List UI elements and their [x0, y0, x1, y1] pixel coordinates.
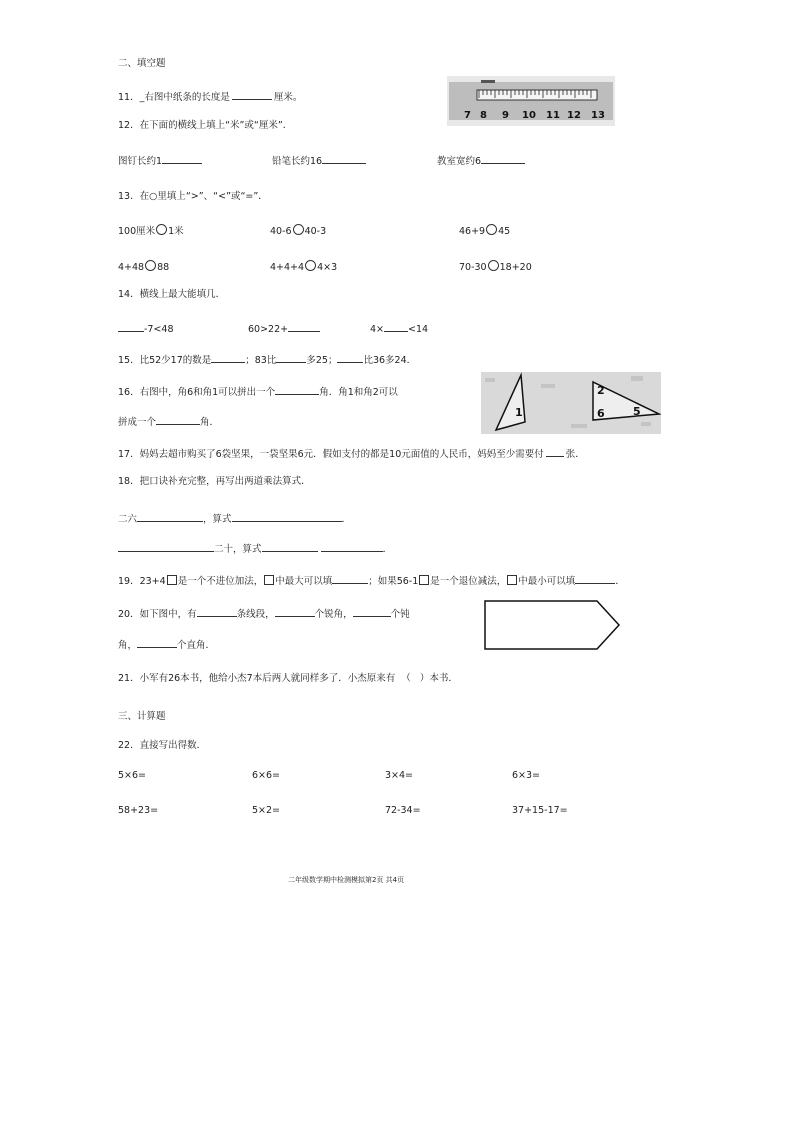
ruler-number: 9	[502, 110, 509, 121]
q13-item-e	[270, 260, 337, 274]
q18-l1-blank2[interactable]	[232, 511, 342, 522]
q19-blank2[interactable]	[575, 573, 615, 584]
q15-text4: 比36多24．	[363, 355, 417, 366]
q19-text6: 中最小可以填	[518, 576, 576, 587]
ruler-number: 10	[522, 110, 536, 121]
question-20-line2	[118, 637, 215, 652]
q13-a-left: 100厘米	[118, 226, 156, 237]
q14-item-c	[370, 321, 428, 336]
question-15	[118, 352, 416, 367]
q19-blank1[interactable]	[332, 573, 368, 584]
triangles-image	[481, 372, 661, 434]
calc-item: 72-34=	[385, 805, 421, 816]
q19-text2: 是一个不进位加法，	[177, 576, 264, 587]
q14-a-blank[interactable]	[118, 321, 144, 332]
q13-c-left: 46+9	[459, 226, 486, 237]
q19-text1: 19．23+4	[118, 576, 166, 587]
section-heading-fill-blank: 二、填空题	[118, 58, 166, 69]
question-12: 12．在下面的横线上填上“米”或“厘米”．	[118, 120, 293, 131]
question-16-line1	[118, 384, 398, 399]
q18-l2-text3: ．	[382, 544, 393, 555]
q16-blank2[interactable]	[156, 414, 200, 425]
q16-text3: 拼成一个	[118, 417, 157, 428]
q17-blank[interactable]	[546, 446, 564, 457]
ruler-number: 13	[591, 110, 605, 121]
q14-item-b	[248, 321, 320, 336]
q16-text2: 角．角1和角2可以	[319, 387, 398, 398]
q13-e-left: 4+4+4	[270, 262, 305, 273]
q15-text2: ；83比	[245, 355, 277, 366]
q19-text7: ．	[615, 576, 625, 587]
pentagon-arrow-shape	[483, 599, 623, 651]
q13-d-right: 88	[157, 262, 170, 273]
ruler-number: 12	[567, 110, 581, 121]
q17-text: 17．妈妈去超市购买了6袋坚果，一袋坚果6元．假如支付的都是10元面值的人民币，妈妈至少需要付	[118, 449, 544, 460]
question-20-line1	[118, 606, 410, 621]
q14-c-blank[interactable]	[384, 321, 408, 332]
q18-l2-blank3[interactable]	[321, 541, 383, 552]
q13-f-left: 70-30	[459, 262, 487, 273]
q13-a-right: 1米	[168, 226, 184, 237]
q13-e-right: 4×3	[317, 262, 338, 273]
ruler-number: 7	[464, 110, 471, 121]
q13-item-a	[118, 224, 184, 238]
q18-l2-blank2[interactable]	[262, 541, 318, 552]
q15-text1: 15．比52少17的数是	[118, 355, 212, 366]
q12-a-label: 图钉长约1	[118, 156, 163, 167]
q14-c-text1: 4×	[370, 324, 385, 335]
triangle-label: 1	[515, 406, 523, 419]
triangle-label: 2	[597, 384, 605, 397]
q13-item-d	[118, 260, 169, 274]
q12-b-label: 铅笔长约16	[272, 156, 323, 167]
q13-f-right: 18+20	[499, 262, 532, 273]
question-13: 13．在○里填上“>”、“<”或“=”．	[118, 191, 268, 202]
q19-text5: 是一个退位减法，	[430, 576, 507, 587]
q13-b-left: 40-6	[270, 226, 292, 237]
calc-item: 5×6=	[118, 770, 147, 781]
q12-item-c	[437, 153, 525, 168]
q13-item-f	[459, 260, 532, 274]
page-footer: 二年级数学期中检测模拟第2页 共4页	[288, 876, 405, 884]
q20-blank1[interactable]	[197, 606, 237, 617]
q20-text5: 角，	[118, 640, 138, 651]
q12-c-blank[interactable]	[481, 153, 525, 164]
question-11	[118, 89, 302, 104]
calc-item: 3×4=	[385, 770, 414, 781]
compare-circle[interactable]	[486, 224, 497, 235]
q11-post: 厘米。	[273, 92, 303, 103]
question-22: 22．直接写出得数．	[118, 740, 207, 751]
q16-blank1[interactable]	[275, 384, 319, 395]
compare-circle[interactable]	[156, 224, 167, 235]
q20-blank2[interactable]	[275, 606, 315, 617]
q20-text3: 个锐角，	[314, 609, 353, 620]
q18-l1-text1: 二六	[118, 514, 138, 525]
q18-l2-text2: 算式	[242, 544, 262, 555]
ruler-number: 8	[480, 110, 487, 121]
calc-item: 5×2=	[252, 805, 281, 816]
calc-item: 37+15-17=	[512, 805, 568, 816]
calc-item: 6×3=	[512, 770, 541, 781]
digit-box	[507, 575, 517, 585]
calc-item: 58+23=	[118, 805, 159, 816]
q12-b-blank[interactable]	[322, 153, 366, 164]
question-17	[118, 446, 585, 461]
triangle-label: 5	[633, 405, 641, 418]
q14-b-blank[interactable]	[288, 321, 320, 332]
q11-text: 11．_右图中纸条的长度是	[118, 92, 230, 103]
q15-text3: 多25；	[306, 355, 338, 366]
compare-circle[interactable]	[305, 260, 316, 271]
calc-item: 6×6=	[252, 770, 281, 781]
q13-c-right: 45	[498, 226, 511, 237]
compare-circle[interactable]	[293, 224, 304, 235]
q20-blank4[interactable]	[137, 637, 177, 648]
q13-item-c	[459, 224, 510, 238]
q18-line1	[118, 511, 351, 526]
q20-text1: 20．如下图中，有	[118, 609, 197, 620]
q15-blank3[interactable]	[337, 352, 363, 363]
q12-a-blank[interactable]	[162, 153, 202, 164]
q11-blank[interactable]	[232, 89, 272, 100]
q19-text4: ；如果56-1	[368, 576, 419, 587]
q20-text6: 个直角．	[177, 640, 216, 651]
q16-text1: 16．右图中，角6和角1可以拼出一个	[118, 387, 276, 398]
q15-blank2[interactable]	[276, 352, 306, 363]
q18-l1-blank1[interactable]	[137, 511, 203, 522]
q13-b-right: 40-3	[304, 226, 327, 237]
digit-box[interactable]	[167, 575, 177, 585]
section-heading-calculation: 三、计算题	[118, 711, 166, 722]
question-19	[118, 573, 625, 588]
q20-text2: 条线段，	[236, 609, 275, 620]
ruler-strip-image	[447, 76, 615, 126]
q20-blank3[interactable]	[353, 606, 391, 617]
q15-blank1[interactable]	[211, 352, 245, 363]
q12-item-b	[272, 153, 366, 168]
q13-d-left: 4+48	[118, 262, 145, 273]
q12-item-a	[118, 153, 202, 168]
q18-line2	[118, 541, 392, 556]
triangle-label: 6	[597, 407, 605, 420]
compare-circle[interactable]	[488, 260, 499, 271]
compare-circle[interactable]	[145, 260, 156, 271]
question-21: 21．小军有26本书，他给小杰7本后两人就同样多了．小杰原来有 （ ）本书．	[118, 673, 458, 684]
digit-box[interactable]	[419, 575, 429, 585]
q18-l1-text2: ，算式	[203, 514, 232, 525]
q13-item-b	[270, 224, 326, 238]
q14-b-text: 60>22+	[248, 324, 289, 335]
ruler-number: 11	[546, 110, 560, 121]
digit-box	[264, 575, 274, 585]
question-16-line2	[118, 414, 219, 429]
question-14: 14．横线上最大能填几．	[118, 289, 226, 300]
q12-c-label: 教室宽约6	[437, 156, 482, 167]
question-18: 18．把口诀补充完整，再写出两道乘法算式．	[118, 476, 311, 487]
q18-l2-text1: 二十，	[214, 544, 243, 555]
q18-l1-text3: ．	[341, 514, 352, 525]
q17-post: 张．	[565, 449, 585, 460]
q14-a-text: -7<48	[144, 324, 174, 335]
q14-c-text2: <14	[408, 324, 429, 335]
q19-text3: 中最大可以填	[275, 576, 333, 587]
q14-item-a	[118, 321, 174, 336]
q20-text4: 个钝	[390, 609, 410, 620]
q18-l2-blank1[interactable]	[118, 541, 214, 552]
q16-text4: 角．	[200, 417, 220, 428]
